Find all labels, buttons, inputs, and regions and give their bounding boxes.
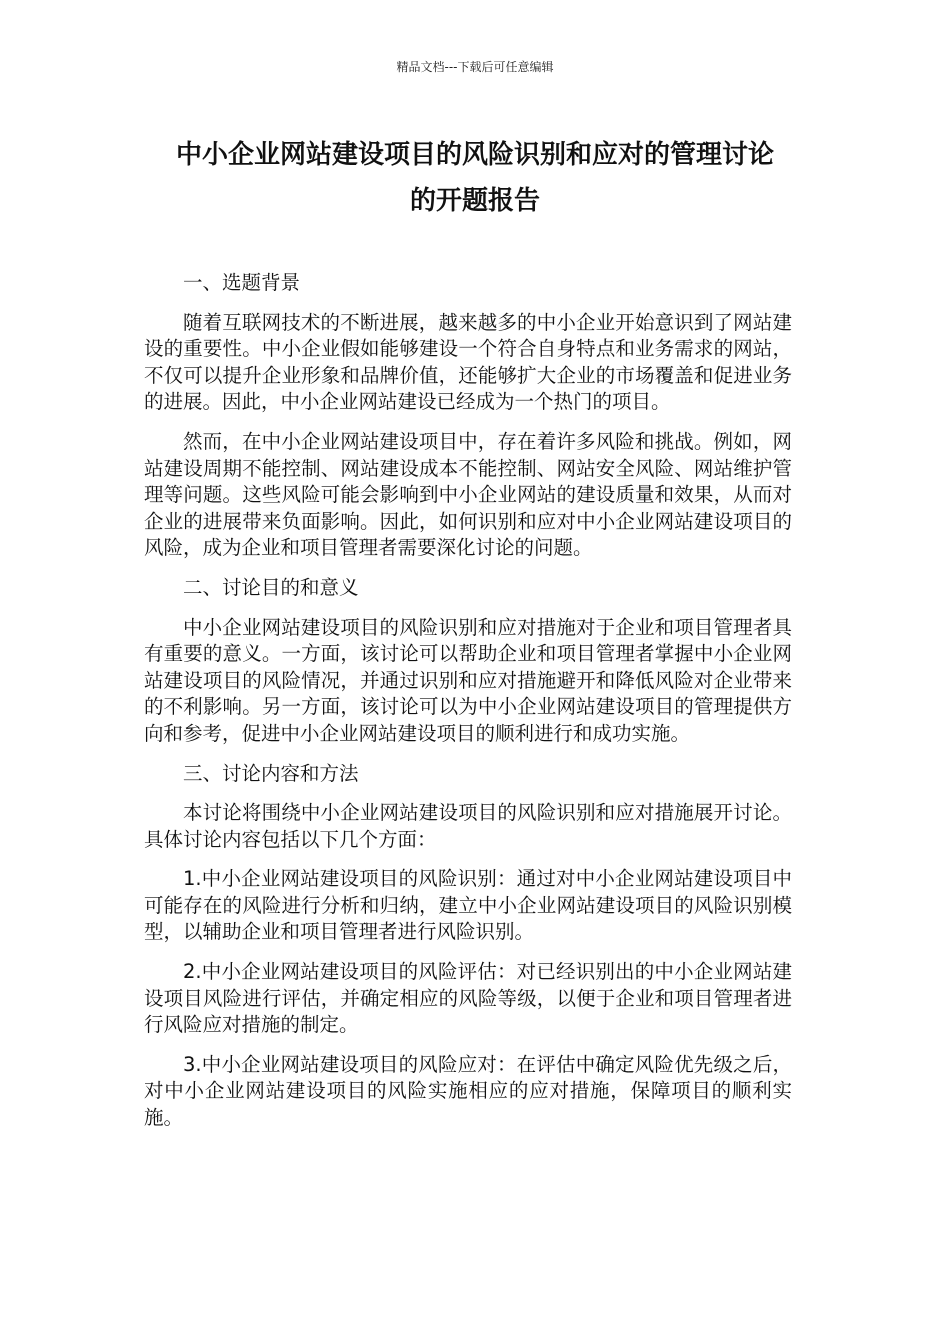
section-1-paragraph-1: 随着互联网技术的不断进展，越来越多的中小企业开始意识到了网站建设的重要性。中小企业假如能够建设一个符合自身特点和业务需求的网站，不仅可以提升企业形象和品牌价值，还能够扩大企业的市场覆盖和促进业务的进展。因此，中小企业网站建设已经成为一个热门的项目。 bbox=[144, 310, 792, 414]
section-3-item-3: 3.中小企业网站建设项目的风险应对：在评估中确定风险优先级之后，对中小企业网站建设项目的风险实施相应的应对措施，保障项目的顺利实施。 bbox=[144, 1052, 792, 1130]
section-3-item-2: 2.中小企业网站建设项目的风险评估：对已经识别出的中小企业网站建设项目风险进行评估，并确定相应的风险等级，以便于企业和项目管理者进行风险应对措施的制定。 bbox=[144, 960, 792, 1037]
section-2-paragraph-1: 中小企业网站建设项目的风险识别和应对措施对于企业和项目管理者具有重要的意义。一方面，该讨论可以帮助企业和项目管理者掌握中小企业网站建设项目的风险情况，并通过识别和应对措施避开和降低风险对企业带来的不利影响。另一方面，该讨论可以为中小企业网站建设项目的管理提供方向和参考，促进中小企业网站建设项目的顺利进行和成功实施。 bbox=[144, 615, 792, 745]
header-note: 精品文档---下载后可任意编辑 bbox=[396, 60, 554, 74]
section-1-heading: 一、选题背景 bbox=[183, 271, 301, 294]
section-3-item-1: 1.中小企业网站建设项目的风险识别：通过对中小企业网站建设项目中可能存在的风险进行分析和归纳，建立中小企业网站建设项目的风险识别模型，以辅助企业和项目管理者进行风险识别。 bbox=[144, 867, 792, 944]
title-line-2: 的开题报告 bbox=[409, 186, 540, 216]
section-1-paragraph-2: 然而，在中小企业网站建设项目中，存在着许多风险和挑战。例如，网站建设周期不能控制、网站建设成本不能控制、网站安全风险、网站维护管理等问题。这些风险可能会影响到中小企业网站的建设质量和效果，从而对企业的进展带来负面影响。因此，如何识别和应对中小企业网站建设项目的风险，成为企业和项目管理者需要深化讨论的问题。 bbox=[144, 429, 792, 560]
section-3-paragraph-1: 本讨论将围绕中小企业网站建设项目的风险识别和应对措施展开讨论。具体讨论内容包括以下几个方面： bbox=[144, 801, 792, 851]
title-line-1: 中小企业网站建设项目的风险识别和应对的管理讨论 bbox=[175, 140, 774, 170]
document-title bbox=[120, 132, 830, 224]
document-body bbox=[144, 270, 792, 1145]
section-3-heading: 三、讨论内容和方法 bbox=[183, 761, 359, 785]
section-2-heading: 二、讨论目的和意义 bbox=[183, 575, 359, 599]
